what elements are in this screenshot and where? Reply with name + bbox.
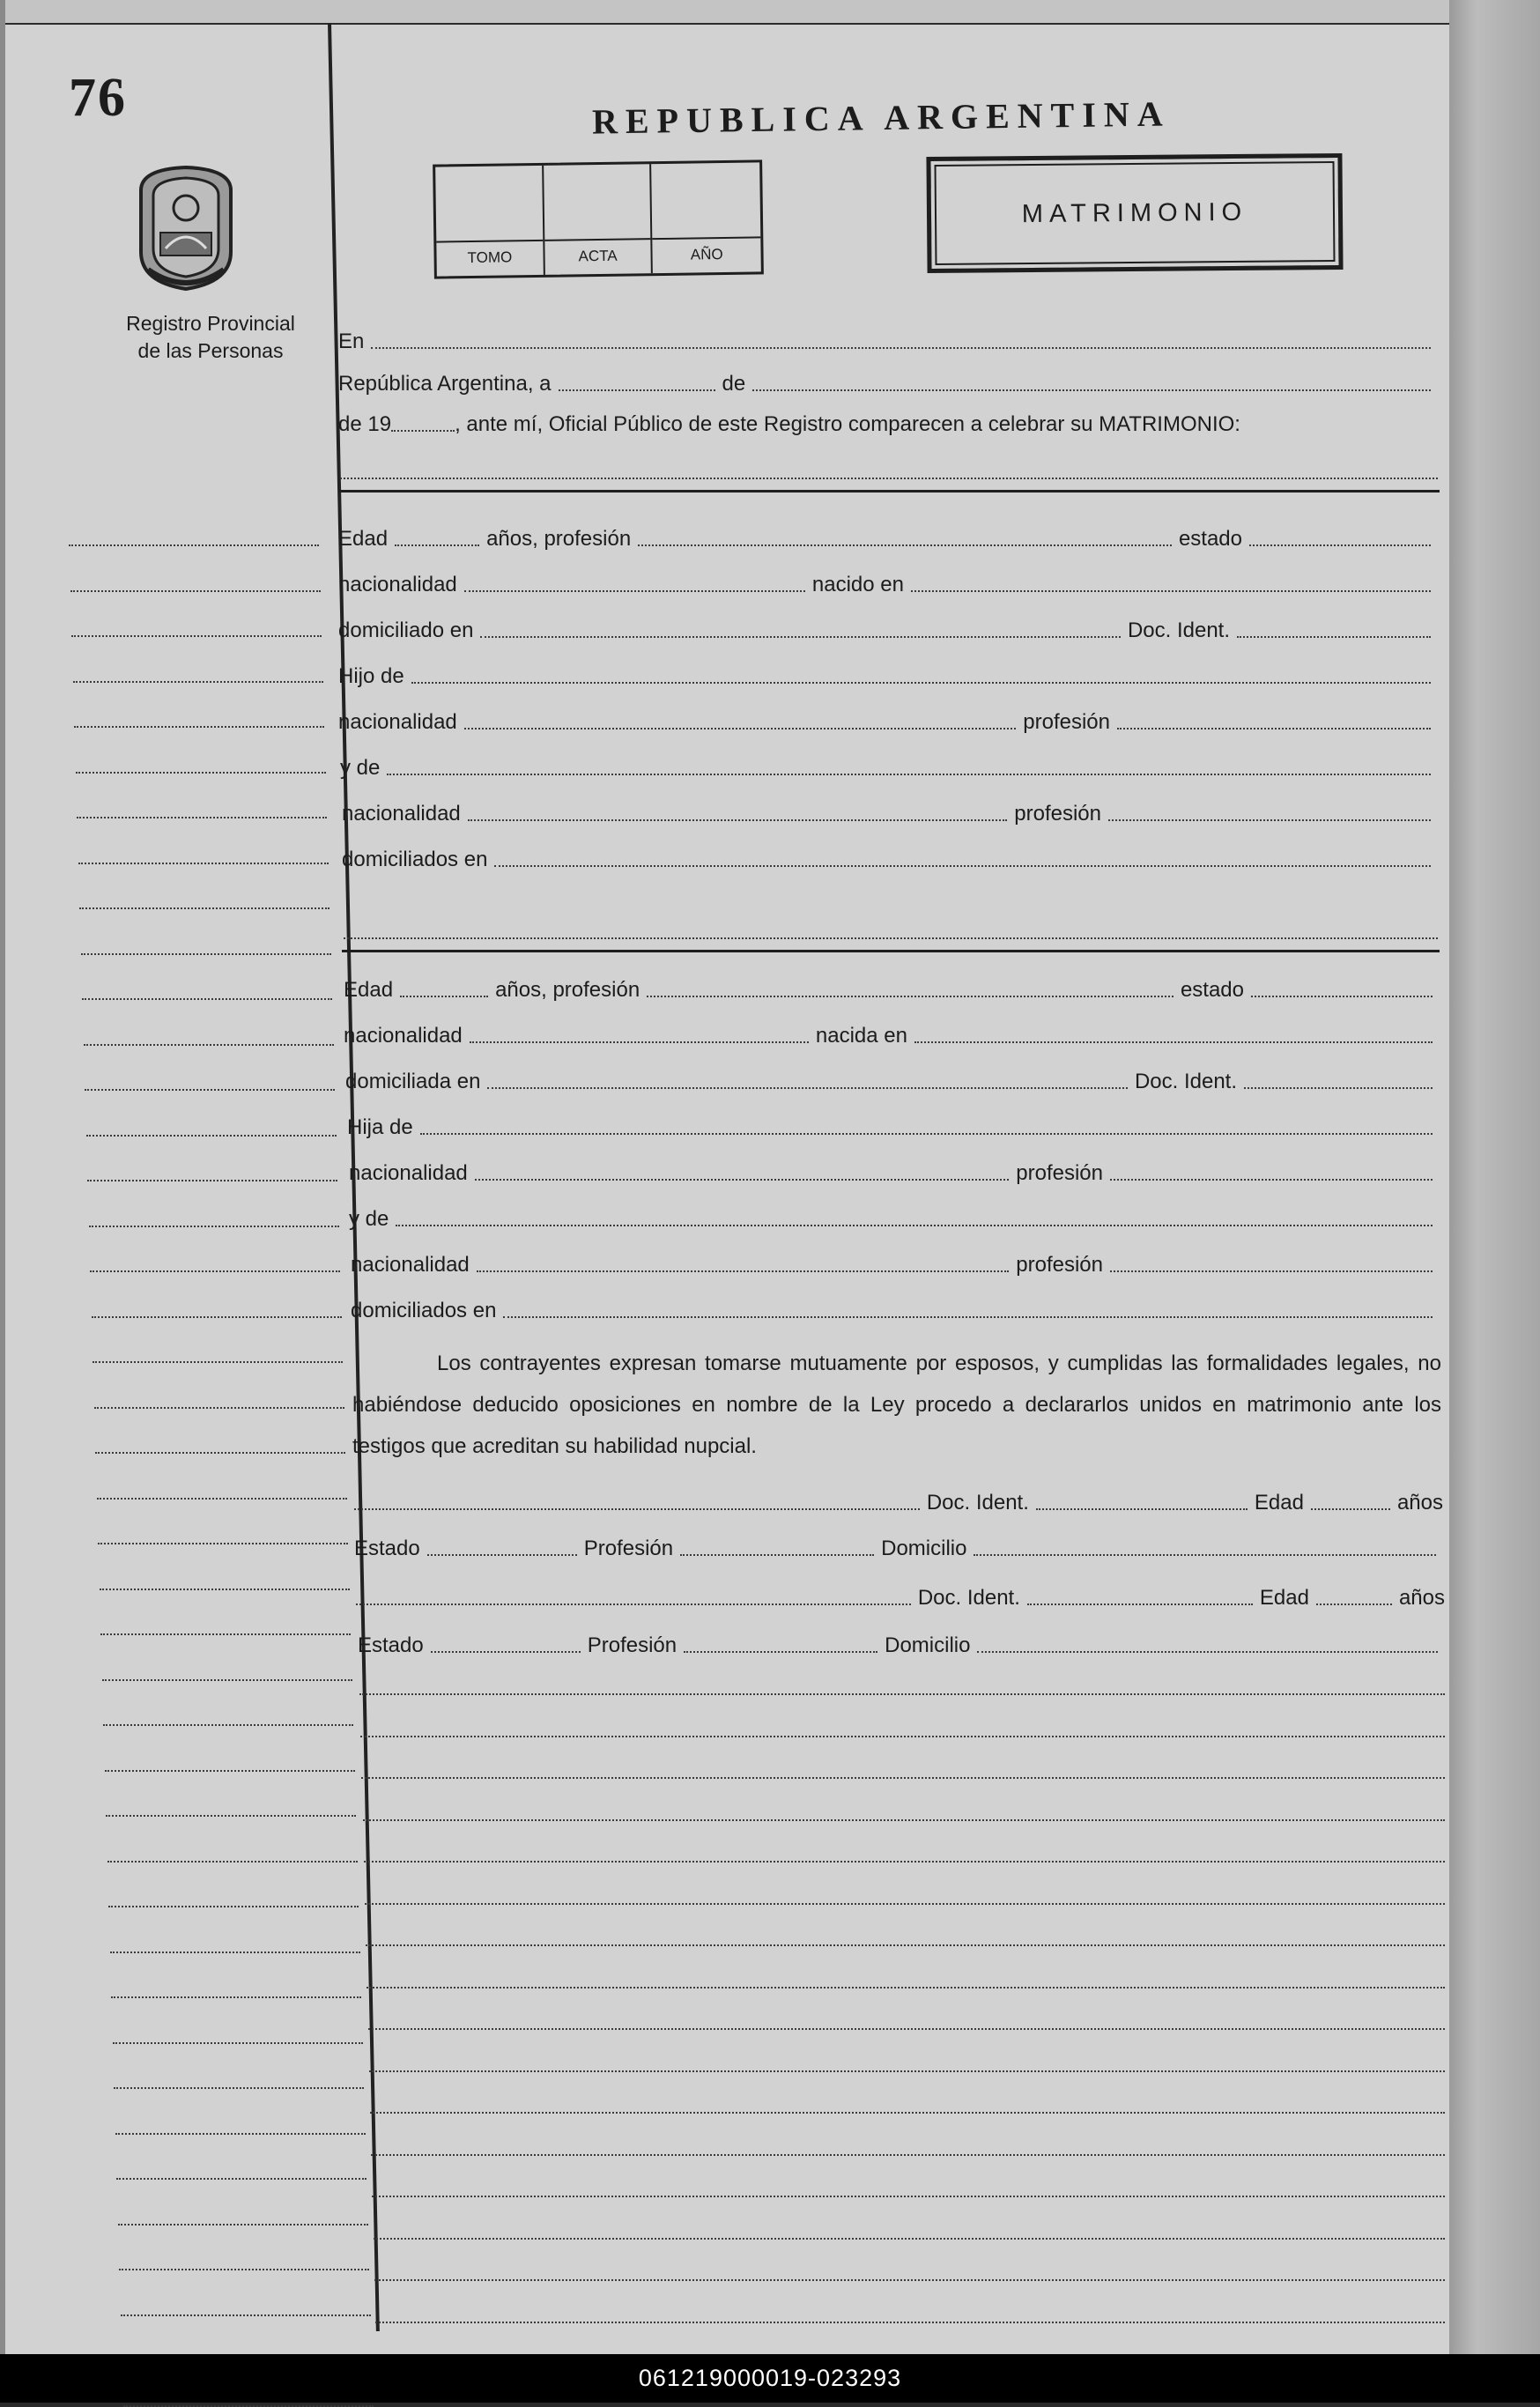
stub-line[interactable] [105, 1770, 355, 1772]
groom-mother-field[interactable] [387, 774, 1431, 775]
stub-line[interactable] [90, 1270, 340, 1272]
notes-line[interactable] [359, 1693, 1445, 1695]
stub-line[interactable] [82, 998, 332, 1000]
groom-mother-profession-field[interactable] [1108, 819, 1431, 821]
stub-line[interactable] [98, 1543, 348, 1544]
bride-mother-nationality-row [351, 1248, 1440, 1278]
witness-2-status-field[interactable] [431, 1651, 581, 1653]
witness-1-name-field[interactable] [354, 1508, 920, 1510]
stub-line[interactable] [73, 681, 323, 683]
stub-line[interactable] [76, 772, 326, 774]
groom-status-field[interactable] [1249, 544, 1431, 546]
groom-doc-label: Doc. Ident. [1127, 618, 1230, 642]
stub-line[interactable] [94, 1407, 344, 1409]
stub-line[interactable] [100, 1633, 351, 1635]
witness-1-profession-field[interactable] [680, 1554, 874, 1556]
stub-line[interactable] [108, 1906, 359, 1907]
groom-father-profesion-label: profesión [1023, 710, 1110, 734]
registry-label [85, 310, 337, 365]
witness-2-doc-field[interactable] [1027, 1603, 1253, 1605]
witness-2-name-field[interactable] [356, 1603, 911, 1605]
year-field[interactable] [391, 430, 455, 432]
stub-line[interactable] [114, 2087, 364, 2089]
bride-age-field[interactable] [400, 996, 488, 997]
intro-year-label: de 19 [338, 412, 392, 436]
stub-line[interactable] [106, 1815, 356, 1817]
bride-father-nacionalidad-label: nacionalidad [349, 1161, 468, 1185]
groom-father-nationality-field[interactable] [464, 728, 1016, 730]
bride-father-row [347, 1110, 1440, 1140]
bride-father-nationality-field[interactable] [475, 1179, 1009, 1181]
witness-2-anios-label: años [1398, 1586, 1445, 1610]
bride-nationality-field[interactable] [470, 1041, 809, 1043]
stub-line[interactable] [74, 726, 324, 728]
bride-father-profession-field[interactable] [1110, 1179, 1433, 1181]
groom-mother-row [340, 751, 1438, 781]
groom-domiciliado-label: domiciliado en [338, 618, 474, 642]
tomo-label: TOMO [467, 248, 513, 267]
bride-father-field[interactable] [420, 1133, 1433, 1135]
intro-extra-line[interactable] [340, 478, 1438, 479]
witness-1-estado-label: Estado [354, 1537, 420, 1560]
notes-line[interactable] [374, 2238, 1445, 2240]
notes-line[interactable] [363, 1819, 1445, 1821]
stub-line[interactable] [118, 2224, 368, 2226]
stub-line[interactable] [70, 590, 321, 592]
bride-birthplace-field[interactable] [914, 1041, 1433, 1043]
groom-y-de-label: y de [340, 756, 381, 780]
stub-line[interactable] [102, 1679, 352, 1681]
witness-2-profesion-label: Profesión [587, 1633, 677, 1657]
witness-2-domicilio-label: Domicilio [885, 1633, 971, 1657]
witness-1-anios-label: años [1396, 1491, 1443, 1515]
page-number: 76 [69, 68, 127, 128]
groom-parents-address-field[interactable] [494, 865, 1431, 867]
stub-line[interactable] [71, 635, 322, 637]
stub-line[interactable] [116, 2178, 366, 2180]
stub-line[interactable] [95, 1452, 345, 1454]
witness-2-profession-field[interactable] [684, 1651, 877, 1653]
groom-edad-label: Edad [338, 527, 389, 551]
stub-line[interactable] [107, 1861, 358, 1863]
notes-line[interactable] [372, 2196, 1445, 2197]
groom-mother-nationality-row [342, 796, 1438, 826]
bride-profesion-label: años, profesión [495, 978, 640, 1002]
bride-age-row [344, 973, 1440, 1003]
registry-line-1: Registro Provincial [126, 312, 295, 335]
groom-father-nacionalidad-label: nacionalidad [338, 710, 457, 734]
bride-estado-label: estado [1180, 978, 1244, 1002]
groom-domiciliados-label: domiciliados en [342, 848, 488, 871]
groom-hijo-label: Hijo de [338, 664, 404, 688]
country-heading: REPUBLICA ARGENTINA [591, 93, 1171, 142]
bride-domiciliada-label: domiciliada en [345, 1070, 481, 1093]
groom-parents-address-row [342, 842, 1438, 872]
groom-nationality-row [338, 567, 1438, 597]
bride-domiciliados-label: domiciliados en [351, 1299, 497, 1322]
stub-line[interactable] [87, 1180, 337, 1181]
bride-father-profesion-label: profesión [1016, 1161, 1103, 1185]
stub-line[interactable] [81, 953, 331, 955]
notes-line[interactable] [365, 1903, 1445, 1905]
notes-line[interactable] [360, 1736, 1445, 1737]
groom-birthplace-field[interactable] [911, 590, 1431, 592]
document-type-title: MATRIMONIO [1021, 197, 1248, 228]
stub-line[interactable] [93, 1361, 343, 1363]
stub-line[interactable] [123, 2405, 374, 2407]
document-type-box [926, 153, 1343, 273]
stub-line[interactable] [79, 907, 329, 909]
intro-republica-label: República Argentina, a [338, 372, 552, 396]
bride-mother-profesion-label: profesión [1016, 1253, 1103, 1277]
groom-mother-nacionalidad-label: nacionalidad [342, 802, 461, 826]
stub-line[interactable] [84, 1044, 334, 1046]
bride-profession-field[interactable] [647, 996, 1174, 997]
groom-nationality-field[interactable] [464, 590, 805, 592]
notes-line[interactable] [370, 2112, 1445, 2114]
acta-label: ACTA [578, 247, 618, 265]
month-field[interactable] [752, 389, 1431, 391]
notes-line[interactable] [375, 2322, 1445, 2323]
bride-mother-profession-field[interactable] [1110, 1270, 1433, 1272]
scan-id: 061219000019-023293 [638, 2365, 902, 2391]
bride-father-nationality-row [349, 1156, 1440, 1186]
anio-label: AÑO [690, 246, 723, 263]
section-rule-middle [342, 950, 1440, 952]
bride-mother-nacionalidad-label: nacionalidad [351, 1253, 470, 1277]
groom-nacionalidad-label: nacionalidad [338, 573, 457, 596]
bride-nacionalidad-label: nacionalidad [344, 1024, 463, 1048]
witness-1-status-field[interactable] [427, 1554, 577, 1556]
witness-1-id-row [354, 1485, 1443, 1515]
notes-line[interactable] [364, 1861, 1445, 1863]
bride-parents-address-field[interactable] [503, 1316, 1433, 1318]
stub-line[interactable] [121, 2314, 371, 2316]
bride-edad-label: Edad [344, 978, 394, 1002]
witness-1-age-field[interactable] [1311, 1508, 1390, 1510]
intro-ante-text: , ante mí, Oficial Público de este Registro comparecen a celebrar su MATRIMONIO: [455, 412, 1240, 436]
intro-place-row [338, 324, 1438, 354]
stub-line[interactable] [89, 1226, 339, 1227]
intro-date-row [338, 367, 1438, 396]
groom-estado-label: estado [1178, 527, 1242, 551]
notes-line[interactable] [369, 2070, 1445, 2072]
groom-address-field[interactable] [480, 636, 1121, 638]
groom-mother-profesion-label: profesión [1014, 802, 1101, 826]
groom-father-profession-field[interactable] [1117, 728, 1431, 730]
stub-line[interactable] [69, 544, 319, 546]
bride-mother-field[interactable] [396, 1225, 1433, 1226]
section-rule-top [338, 490, 1440, 493]
bride-y-de-label: y de [349, 1207, 389, 1231]
stub-line[interactable] [110, 1952, 360, 1953]
stub-line[interactable] [119, 2269, 369, 2270]
groom-father-field[interactable] [411, 682, 1431, 684]
groom-address-row [338, 613, 1438, 643]
witness-2-details-row [358, 1628, 1445, 1658]
stub-line[interactable] [92, 1316, 342, 1318]
witness-2-doc-label: Doc. Ident. [917, 1586, 1020, 1610]
groom-doc-field[interactable] [1237, 636, 1431, 638]
witness-2-age-field[interactable] [1316, 1603, 1392, 1605]
day-field[interactable] [559, 389, 715, 391]
stub-line[interactable] [86, 1135, 337, 1137]
stub-line[interactable] [78, 863, 329, 864]
stub-line[interactable] [111, 1996, 361, 1998]
registry-line-2: de las Personas [137, 339, 284, 362]
scan-id-bar [0, 2354, 1540, 2403]
groom-father-nationality-row [338, 705, 1438, 735]
page-left-edge [0, 0, 5, 2354]
groom-father-row [338, 659, 1438, 689]
witness-1-domicilio-label: Domicilio [881, 1537, 967, 1560]
witness-1-doc-label: Doc. Ident. [926, 1491, 1029, 1515]
bride-nationality-row [344, 1018, 1440, 1048]
witness-1-profesion-label: Profesión [583, 1537, 674, 1560]
intro-de-label: de [722, 372, 746, 396]
bride-doc-label: Doc. Ident. [1134, 1070, 1237, 1093]
stub-line[interactable] [85, 1089, 335, 1091]
marriage-declaration: Los contrayentes expresan tomarse mutuamente por esposos, y cumplidas las formalidades legales, no habiéndose deducido oposiciones en nombre de la Ley procedo a declararlos unidos en matrimonio ante los testigos que acreditan su habilidad nupcial. [352, 1352, 1441, 1458]
notes-line[interactable] [361, 1777, 1445, 1779]
bride-status-field[interactable] [1251, 996, 1433, 997]
groom-mother-nationality-field[interactable] [468, 819, 1007, 821]
groom-profession-field[interactable] [638, 544, 1172, 546]
tomo-field[interactable] [435, 166, 544, 277]
volume-reference-box [433, 159, 764, 278]
witness-1-doc-field[interactable] [1036, 1508, 1248, 1510]
book-binding-edge [1449, 0, 1540, 2354]
bride-mother-nationality-field[interactable] [477, 1270, 1009, 1272]
stub-line[interactable] [103, 1724, 353, 1726]
notes-line[interactable] [368, 2028, 1445, 2030]
notes-line[interactable] [374, 2279, 1445, 2281]
bride-doc-field[interactable] [1244, 1087, 1433, 1089]
witness-2-address-field[interactable] [977, 1651, 1438, 1653]
bride-mother-row [349, 1202, 1440, 1232]
page-top-edge [0, 0, 1462, 25]
groom-nacido-label: nacido en [811, 573, 904, 596]
intro-year-row [338, 407, 1438, 437]
bride-hija-label: Hija de [347, 1115, 413, 1139]
stub-line[interactable] [77, 817, 327, 818]
provincial-seal-icon [132, 164, 240, 293]
groom-age-field[interactable] [395, 544, 479, 546]
stub-line[interactable] [113, 2042, 363, 2044]
witness-1-address-field[interactable] [974, 1554, 1436, 1556]
groom-profesion-label: años, profesión [486, 527, 632, 551]
stub-line[interactable] [115, 2133, 366, 2135]
witness-2-id-row [356, 1581, 1445, 1611]
notes-line[interactable] [371, 2154, 1445, 2156]
anio-field[interactable] [651, 162, 760, 273]
notes-line[interactable] [366, 1944, 1445, 1946]
stub-line[interactable] [100, 1589, 350, 1590]
intro-en-label: En [338, 330, 365, 353]
witness-1-details-row [354, 1531, 1443, 1561]
bride-parents-address-row [351, 1293, 1440, 1323]
stub-line[interactable] [97, 1498, 347, 1500]
groom-extra-line[interactable] [344, 937, 1438, 939]
bride-address-field[interactable] [487, 1087, 1128, 1089]
bride-address-row [345, 1064, 1440, 1094]
notes-line[interactable] [366, 1987, 1445, 1989]
groom-age-row [338, 522, 1438, 552]
acta-field[interactable] [544, 164, 653, 275]
witness-2-estado-label: Estado [358, 1633, 424, 1657]
witness-1-edad-label: Edad [1254, 1491, 1304, 1515]
witness-2-edad-label: Edad [1259, 1586, 1309, 1610]
place-field[interactable] [371, 347, 1431, 349]
bride-nacida-label: nacida en [815, 1024, 907, 1048]
